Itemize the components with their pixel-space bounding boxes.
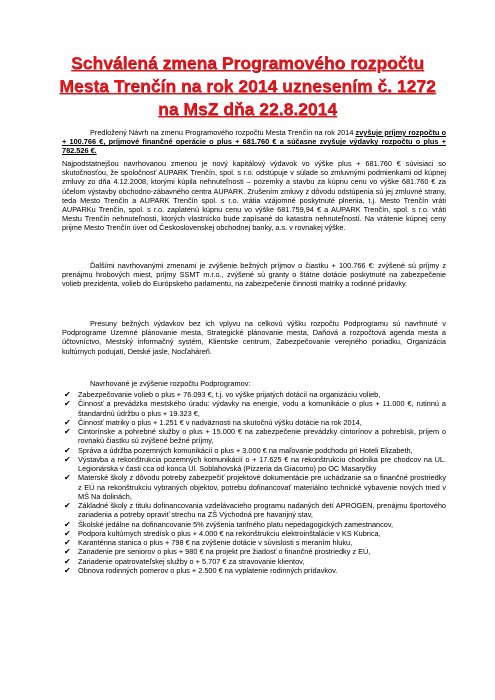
list-item-text: Školské jedálne na dofinancovanie 5% zvýšenia tarifného platu nepedagogických zamestnancov, [78,519,394,529]
list-item-text: Obnova rodinných pomerov o plus + 2.500 € na vyplatenie rodinných prídavkov. [78,565,338,575]
list-item [62,399,446,418]
paragraph-income-changes: Ďalšími navrhovanými zmenami je zvýšenie bežných príjmov o čiastku + 100.766 €: zvýšené sú príjmy z prenájmu hrobových miest, príjmy SSMT m.r.o., zvýšené sú granty o štátne dotácie poskytnuté na zabezpečenie volieb prezidenta, volieb do Európskeho parlamentu, na zabezpečenie činnosti matriky a rodinné prídavky. [62,261,446,289]
list-item [62,455,446,474]
intro-text: Predložený Návrh na zmenu Programového rozpočtu Mesta Trenčín na rok 2014 [90,128,356,137]
checkmark-bullet-icon: ✔ [64,519,71,529]
checkmark-bullet-icon: ✔ [64,538,71,547]
list-item [62,547,446,556]
checkmark-bullet-icon: ✔ [64,454,71,464]
checkmark-bullet-icon: ✔ [64,473,71,483]
checkmark-bullet-icon: ✔ [64,528,71,538]
paragraph-list-intro: Navrhované je zvýšenie rozpočtu Podprogramov: [90,379,251,388]
checkmark-bullet-icon: ✔ [64,565,71,575]
intro-paragraph [62,128,446,156]
paragraph-aupark: Najpodstatnejšou navrhovanou zmenou je nový kapitálový výdavok vo výške plus + 681.760 € súvisiaci so skutočnosťou, že spoločnosť AUPARK Trenčín, spol. s r.o. odstúpuje v súlade so zmluvnými podmienkami od kúpnej zmluvy zo dňa 4.12.2008, ktorými kúpila nehnuteľnosti – pozemky a stavbu za kúpnu cenu vo výške 681.760 € za účelom výstavby obchodno-zábavného centra AUPARK. Zrušením zmluvy z dôvodu odstúpenia sú jej zmluvné strany, teda Mesto Trenčín a AUPARK Trenčín spol. s r.o. vrátia vzájomné poskytnuté plnenia, t.j. Mesto Trenčín vráti AUPARKu Trenčín, spol. s r.o. zaplatenú kúpnu cenu vo výške 681.759,94 € a AUPARK Trenčín, spol. s r.o. vráti Mestu Trenčín nehnuteľnosti, ktorých vlastnícko bude zapísané do katastra nehnuteľností. Na vrátenie kúpnej ceny prijme Mesto Trenčín úver od Československej obchodnej banky, a.s. v rovnakej výške. [62,159,446,233]
checkmark-bullet-icon: ✔ [64,556,71,566]
list-item [62,538,446,547]
list-item-text: Karanténna stanica o plus + 798 € na zvýšenie dotácie v súvislosti s meraním hluku, [78,538,353,547]
checkmark-bullet-icon: ✔ [64,399,71,409]
checkmark-bullet-icon: ✔ [64,427,71,436]
list-item-text: Zariadenie pre seniorov o plus + 980 € na projekt pre žiadosť o finančné prostriedky z EÚ, [78,547,371,557]
checkmark-bullet-icon: ✔ [64,445,71,455]
checkmark-bullet-icon: ✔ [64,501,71,510]
list-item [62,557,446,566]
intro-emphasis: zvyšuje príjmy rozpočtu o + 100.766 €, príjmové finančné operácie o plus + 681.760 € a súčasne zvyšuje výdavky rozpočtu o plus + 782.526 €. [62,128,447,156]
list-item [62,418,446,427]
list-item [62,390,446,399]
list-item-text: Materské školy z dôvodu potreby zabezpečiť projektové dokumentácie pre uchádzanie sa o finančné prostriedky z EÚ na rekonštrukciu vybraných objektov, potrebu dofinancovať materiálno technické vybavenie nových tried v MŠ Na dolinách, [78,473,446,501]
list-item [62,501,446,520]
list-item-text: Základné školy z titulu dofinancovania vzdelávacieho programu nadaných detí APROGEN, prenájmu športového zariadenia a potreby opraviť strechu na ZŠ Východná pre havarijný stav, [78,501,446,520]
list-item [62,446,446,455]
list-item [62,473,446,501]
checkmark-bullet-icon: ✔ [64,547,71,557]
document-title-line-3: na MsZ dňa 22.8.2014 [158,99,337,119]
list-item-text: Správa a údržba pozemných komunikácií o plus + 3.000 € na maľovanie podchodu pri Hoteli Elizabeth, [78,445,413,455]
list-item-text: Činnosť matriky o plus + 1.251 € v nadväznosti na skutočnú výšku dotácie na rok 2014, [78,417,362,427]
list-item [62,520,446,529]
list-item [62,427,446,446]
list-item-text: Zabezpečovanie volieb o plus + 76.093 €, t.j. vo výške prijatých dotácií na organizáciu volieb, [78,390,381,399]
checkmark-bullet-icon: ✔ [64,417,71,427]
document-title-line-1: Schválená zmena Programového rozpočtu [70,53,424,73]
list-item [62,529,446,538]
list-item-text: Zariadenie opatrovateľskej služby o + 5.707 € za stravovanie klientov, [78,556,305,566]
document-title-line-2: Mesta Trenčín na rok 2014 uznesením č. 1272 [59,76,436,96]
list-item [62,566,446,575]
subprogram-increase-list [62,390,446,575]
paragraph-expense-transfers: Presuny bežných výdavkov bez ich vplyvu na celkovú výšku rozpočtu Podprogramu sú navrhnuté v Podprograme Územné plánovanie mesta, Strategické plánovanie mesta, Daňová a rozpočtová agenda mesta a účtovníctvo, Mestský informačný systém, Klientske centrum, Zabezpečovanie verejného poriadku, Organizácia kultúrnych podujatí, Detské jasle, Nocľaháreň. [62,319,446,356]
list-item-text: Podpora kultúrnych stredísk o plus + 4.000 € na rekonštrukciu elektroinštalácie v KS Kubrica, [78,528,381,538]
list-item-text: Výstavba a rekonštrukcia pozemných komunikácií o + 17.625 € na rekonštrukciu chodníka pre chodcov na UL. Legionárska v časti cca od konca Ul. Soblahovská (Pizzeria da Giacomo) po OC Masaryčky [78,454,446,473]
list-item-text: Činnosť a prevádzka mestského úradu: výdavky na energie, vodu a komunikácie o plus + 11.000 €, rutinnú a štandardnú údržbu o plus + 19.323 €, [78,399,446,418]
checkmark-bullet-icon: ✔ [64,390,71,399]
list-item-text: Cintorínske a pohrebné služby o plus + 15.000 € na zabezpečenie prevádzky cintorínov a pohrebísk, príjem o rovnakú čiastku sú zvýšené bežné príjmy, [78,427,446,446]
